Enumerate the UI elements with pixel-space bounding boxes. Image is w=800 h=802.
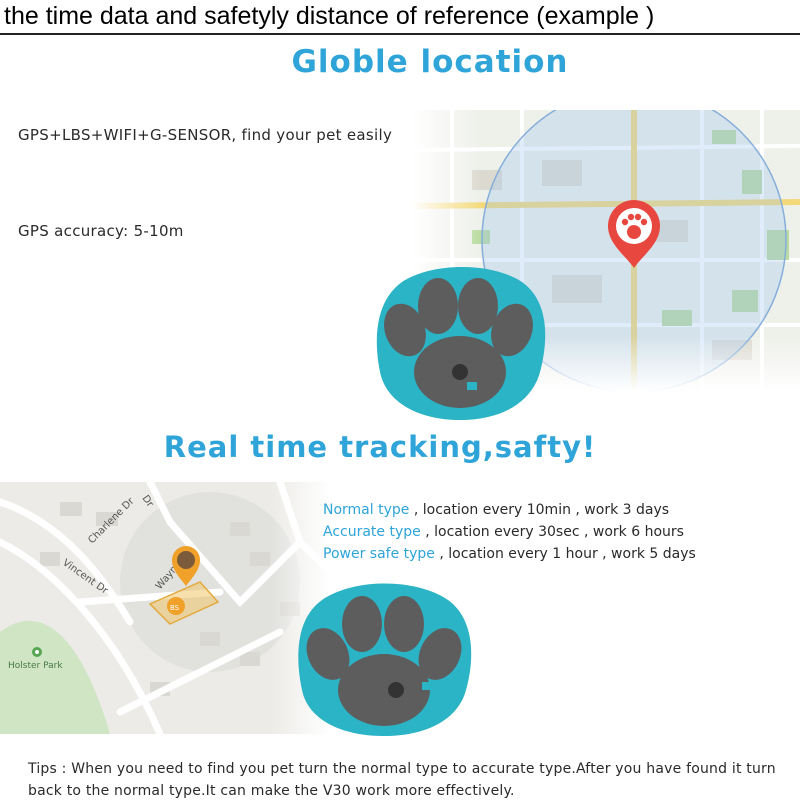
mode-normal-detail: , location every 10min , work 3 days	[409, 502, 670, 518]
header-divider	[0, 33, 800, 35]
mode-normal-name: Normal type	[323, 502, 410, 518]
paw-tracker-device-image	[372, 262, 547, 422]
mode-power-row	[323, 543, 696, 565]
real-time-tracking-heading: Real time tracking,safty!	[163, 430, 597, 464]
mode-accurate-detail: , location every 30sec , work 6 hours	[420, 524, 684, 540]
gps-feature-text: GPS+LBS+WIFI+G-SENSOR, find your pet easily	[18, 126, 393, 144]
tips-text: Tips : When you need to find you pet turn the normal type to accurate type.After you have found it turn back to the normal type.It can make the V30 work more effectively.	[28, 761, 776, 799]
page-header-title: the time data and safetyly distance of reference (example )	[4, 2, 655, 30]
gps-accuracy-text: GPS accuracy: 5-10m	[18, 222, 184, 240]
mode-accurate-name: Accurate type	[323, 524, 421, 540]
mode-normal-row	[323, 499, 669, 521]
mode-power-detail: , location every 1 hour , work 5 days	[434, 546, 696, 562]
mode-accurate-row	[323, 521, 684, 543]
paw-tracker-device-image-2	[292, 578, 476, 738]
mode-power-name: Power safe type	[323, 546, 435, 562]
globle-location-heading: Globle location	[291, 44, 569, 80]
street-map-image	[0, 482, 330, 734]
